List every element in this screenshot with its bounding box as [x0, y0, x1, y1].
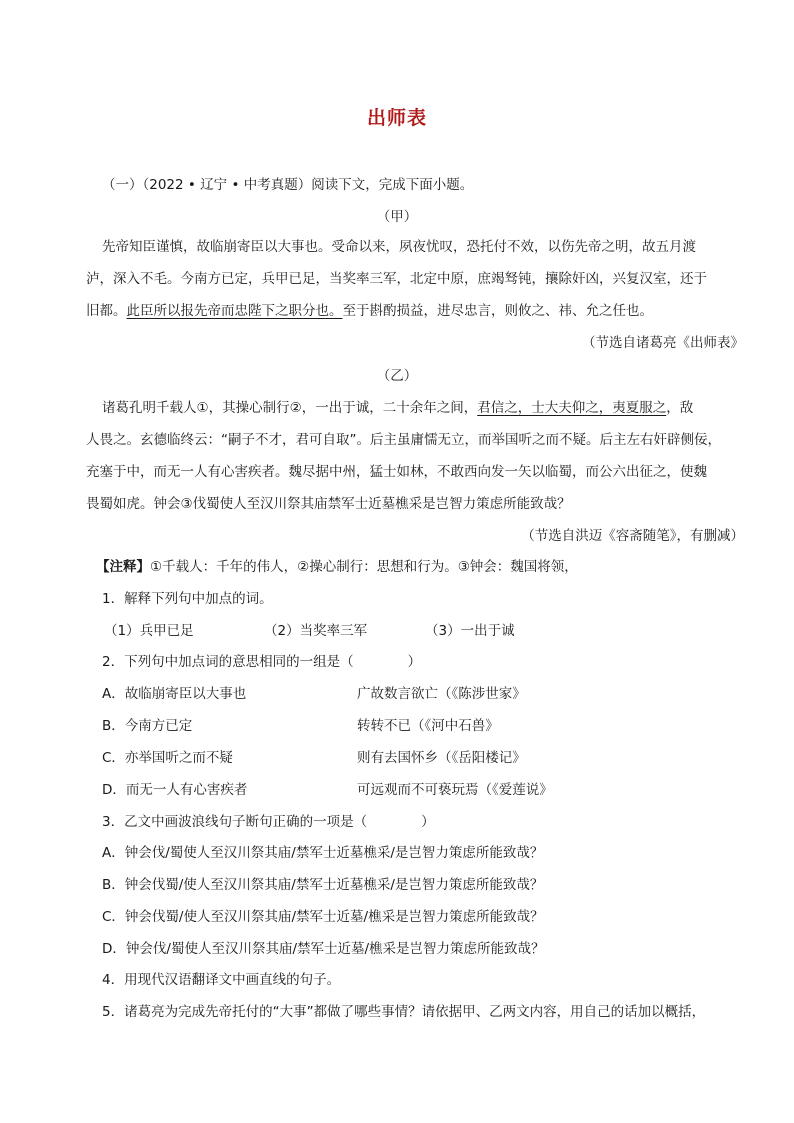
passage-jia-line — [86, 301, 653, 321]
question-3-stem: 3．乙文中画波浪线句子断句正确的一项是（ ） — [102, 814, 435, 830]
question-1-item: （1）兵甲已足 — [104, 623, 194, 639]
annotation — [96, 557, 578, 577]
question-2-stem: 2．下列句中加点词的意思相同的一组是（ ） — [102, 654, 422, 670]
question-2-option-left: B．今南方已定 — [102, 718, 193, 734]
page-title: 出师表 — [366, 107, 427, 129]
question-3-option: A．钟会伐/蜀使人至汉川祭其庙/禁军士近墓樵采/是岂智力策虑所能致哉？ — [102, 845, 544, 861]
question-1-item: （2）当奖率三军 — [264, 623, 368, 639]
text-segment: ，敌 — [666, 400, 694, 416]
question-1-stem: 1．解释下列句中加点的词。 — [102, 591, 273, 607]
question-intro: （一）（2022 • 辽宁 • 中考真题）阅读下文，完成下面小题。 — [102, 177, 474, 193]
passage-jia-line: 先帝知臣谨慎，故临崩寄臣以大事也。受命以来，夙夜忧叹，恐托付不效，以伤先帝之明，故五月渡 — [102, 239, 696, 255]
passage-yi-line: 人畏之。玄德临终云：“嗣子不才，君可自取”。后主虽庸懦无立，而举国听之而不疑。后主左右奸辟侧佞， — [86, 432, 721, 448]
question-3-option: B．钟会伐蜀/使人至汉川祭其庙/禁军士近墓樵采/是岂智力策虑所能致哉？ — [102, 877, 544, 893]
text-segment: 旧都。 — [86, 303, 127, 319]
question-3-option: C．钟会伐蜀/使人至汉川祭其庙/禁军士近墓/樵采是岂智力策虑所能致哉？ — [102, 909, 544, 925]
question-2-option-left: A．故临崩寄臣以大事也 — [102, 686, 247, 702]
underlined-phrase: 君信之，士大夫仰之，夷夏服之 — [477, 400, 667, 416]
question-2-option-left: D．而无一人有心害疾者 — [102, 782, 248, 798]
underlined-sentence: 此臣所以报先帝而忠陛下之职分也。 — [126, 303, 343, 319]
passage-jia-source: （节选自诸葛亮《出师表》 — [582, 335, 744, 351]
question-5-stem: 5．诸葛亮为完成先帝托付的“大事”都做了哪些事情？请依据甲、乙两文内容，用自己的话加以概括， — [102, 1004, 706, 1020]
question-1-item: （3）一出于诚 — [425, 623, 515, 639]
question-2-option-right: 则有去国怀乡（《岳阳楼记》 — [357, 750, 526, 766]
question-2-option-right: 可远观而不可亵玩焉（《爱莲说》 — [357, 782, 553, 798]
annotation-label: 【注释】 — [96, 559, 150, 575]
question-4-stem: 4．用现代汉语翻译文中画直线的句子。 — [102, 972, 341, 988]
text-segment: 诸葛孔明千载人①，其操心制行②，一出于诚，二十余年之间， — [102, 400, 478, 416]
passage-yi-line: 充塞于中，而无一人有心害疾者。魏尽据中州，猛士如林，不敢西向发一矢以临蜀，而公六出征之，使魏 — [86, 464, 707, 480]
passage-jia-line: 泸，深入不毛。今南方已定，兵甲已足，当奖率三军，北定中原，庶竭驽钝，攘除奸凶，兴复汉室，还于 — [86, 271, 707, 287]
question-2-option-right: 转转不已（《河中石兽》 — [357, 718, 499, 734]
passage-yi-heading: （乙） — [376, 368, 418, 384]
question-3-option: D．钟会伐/蜀使人至汉川祭其庙/禁军士近墓/樵采是岂智力策虑所能致哉？ — [102, 941, 545, 957]
question-2-option-right: 广故数言欲亡（《陈涉世家》 — [357, 686, 526, 702]
question-2-option-left: C．亦举国听之而不疑 — [102, 750, 233, 766]
passage-jia-heading: （甲） — [376, 209, 418, 225]
passage-yi-line: 畏蜀如虎。钟会③伐蜀使人至汉川祭其庙禁军士近墓樵采是岂智力策虑所能致哉？ — [86, 496, 571, 512]
passage-yi-source: （节选自洪迈《容斋随笔》，有删减） — [521, 528, 744, 544]
annotation-text: ①千载人：千年的伟人，②操心制行：思想和行为。③钟会：魏国将领， — [150, 559, 578, 575]
passage-yi-line — [102, 398, 693, 418]
text-segment: 至于斟酌损益，进尽忠言，则攸之、祎、允之任也。 — [342, 303, 653, 319]
